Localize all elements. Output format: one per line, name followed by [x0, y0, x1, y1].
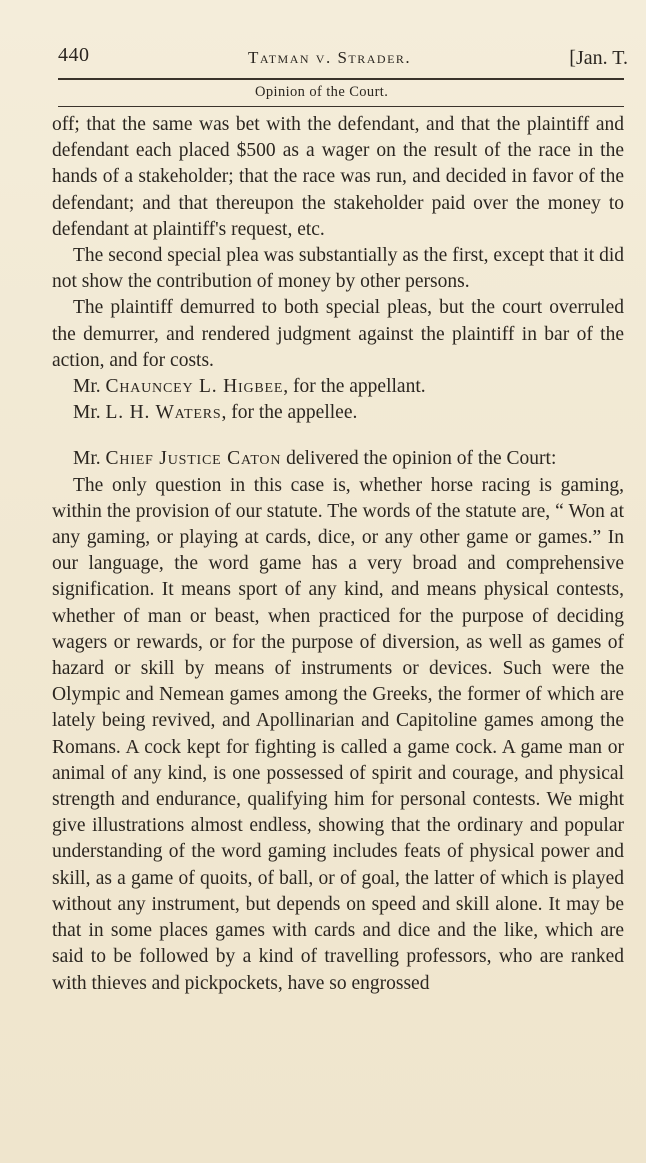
header-rule-bottom	[58, 106, 624, 107]
opinion-prefix: Mr.	[73, 448, 106, 470]
running-title: Tatman v. Strader.	[248, 48, 412, 67]
counsel-appellant	[52, 374, 624, 400]
counsel-appellee	[52, 400, 624, 426]
counsel-prefix: Mr.	[73, 402, 106, 424]
counsel-name: Chauncey L. Higbee	[105, 376, 284, 398]
body-text	[52, 112, 624, 997]
counsel-name: L. H. Waters	[105, 402, 222, 424]
opinion-text: The only question in this case is, whether horse racing is gaming, within the provision of our statute. The words of the statute are, “ Won at any gaming, or playing at cards, dice, or any other game or games.” In our language, the word game has a very broad and comprehensive signification. It means sport of any kind, and means physical contests, whether of man or beast, when practiced for the purpose of deciding wagers or rewards, or for the purpose of diversion, as well as games of hazard or skill by means of instruments or devices. Such were the Olympic and Nemean games among the Greeks, the former of which are lately being revived, and Apollinarian and Capitoline games among the Romans. A cock kept for fighting is called a game cock. A game man or animal of any kind, is one possessed of spirit and courage, and physical strength and endurance, qualifying him for personal contests. We might give illustrations almost endless, showing that the ordinary and popular understanding of the word gaming includes feats of physical power and skill, as a game of quoits, of ball, or of goal, the latter of which is played without any instrument, but depends on speed and skill alone. It may be that in some places games with cards and dice and the like, which are said to be followed by a kind of travelling professors, who are ranked with thieves and pickpockets, have so engrossed	[52, 474, 624, 994]
page-number: 440	[58, 44, 90, 66]
counsel-role: , for the appellee.	[221, 402, 358, 424]
running-header	[58, 44, 628, 76]
paragraph-plea-continuation: off; that the same was bet with the defendant, and that the plaintiff and defendant each placed $500 as a wager on the result of the race in the hands of a stakeholder; that the race was run, and decided in favor of the defendant; and that thereupon the stakeholder paid over the money to defendant at plaintiff's request, etc.	[52, 114, 624, 240]
section-gap	[52, 426, 624, 446]
counsel-prefix: Mr.	[73, 376, 106, 398]
justice-name: Chief Justice Caton	[105, 448, 282, 470]
paragraph-second-plea: The second special plea was substantially as the first, except that it did not show the contribution of money by other persons.	[52, 245, 624, 293]
opinion-intro	[52, 446, 624, 472]
opinion-intro-tail: delivered the opinion of the Court:	[281, 448, 557, 470]
section-subtitle: Opinion of the Court.	[255, 84, 389, 100]
counsel-role: , for the appellant.	[283, 376, 426, 398]
running-term: [Jan. T.	[569, 47, 628, 69]
header-rule-top	[58, 78, 624, 80]
paragraph-demurrer: The plaintiff demurred to both special pleas, but the court overruled the demurrer, and rendered judgment against the plaintiff in bar of the action, and for costs.	[52, 297, 624, 371]
